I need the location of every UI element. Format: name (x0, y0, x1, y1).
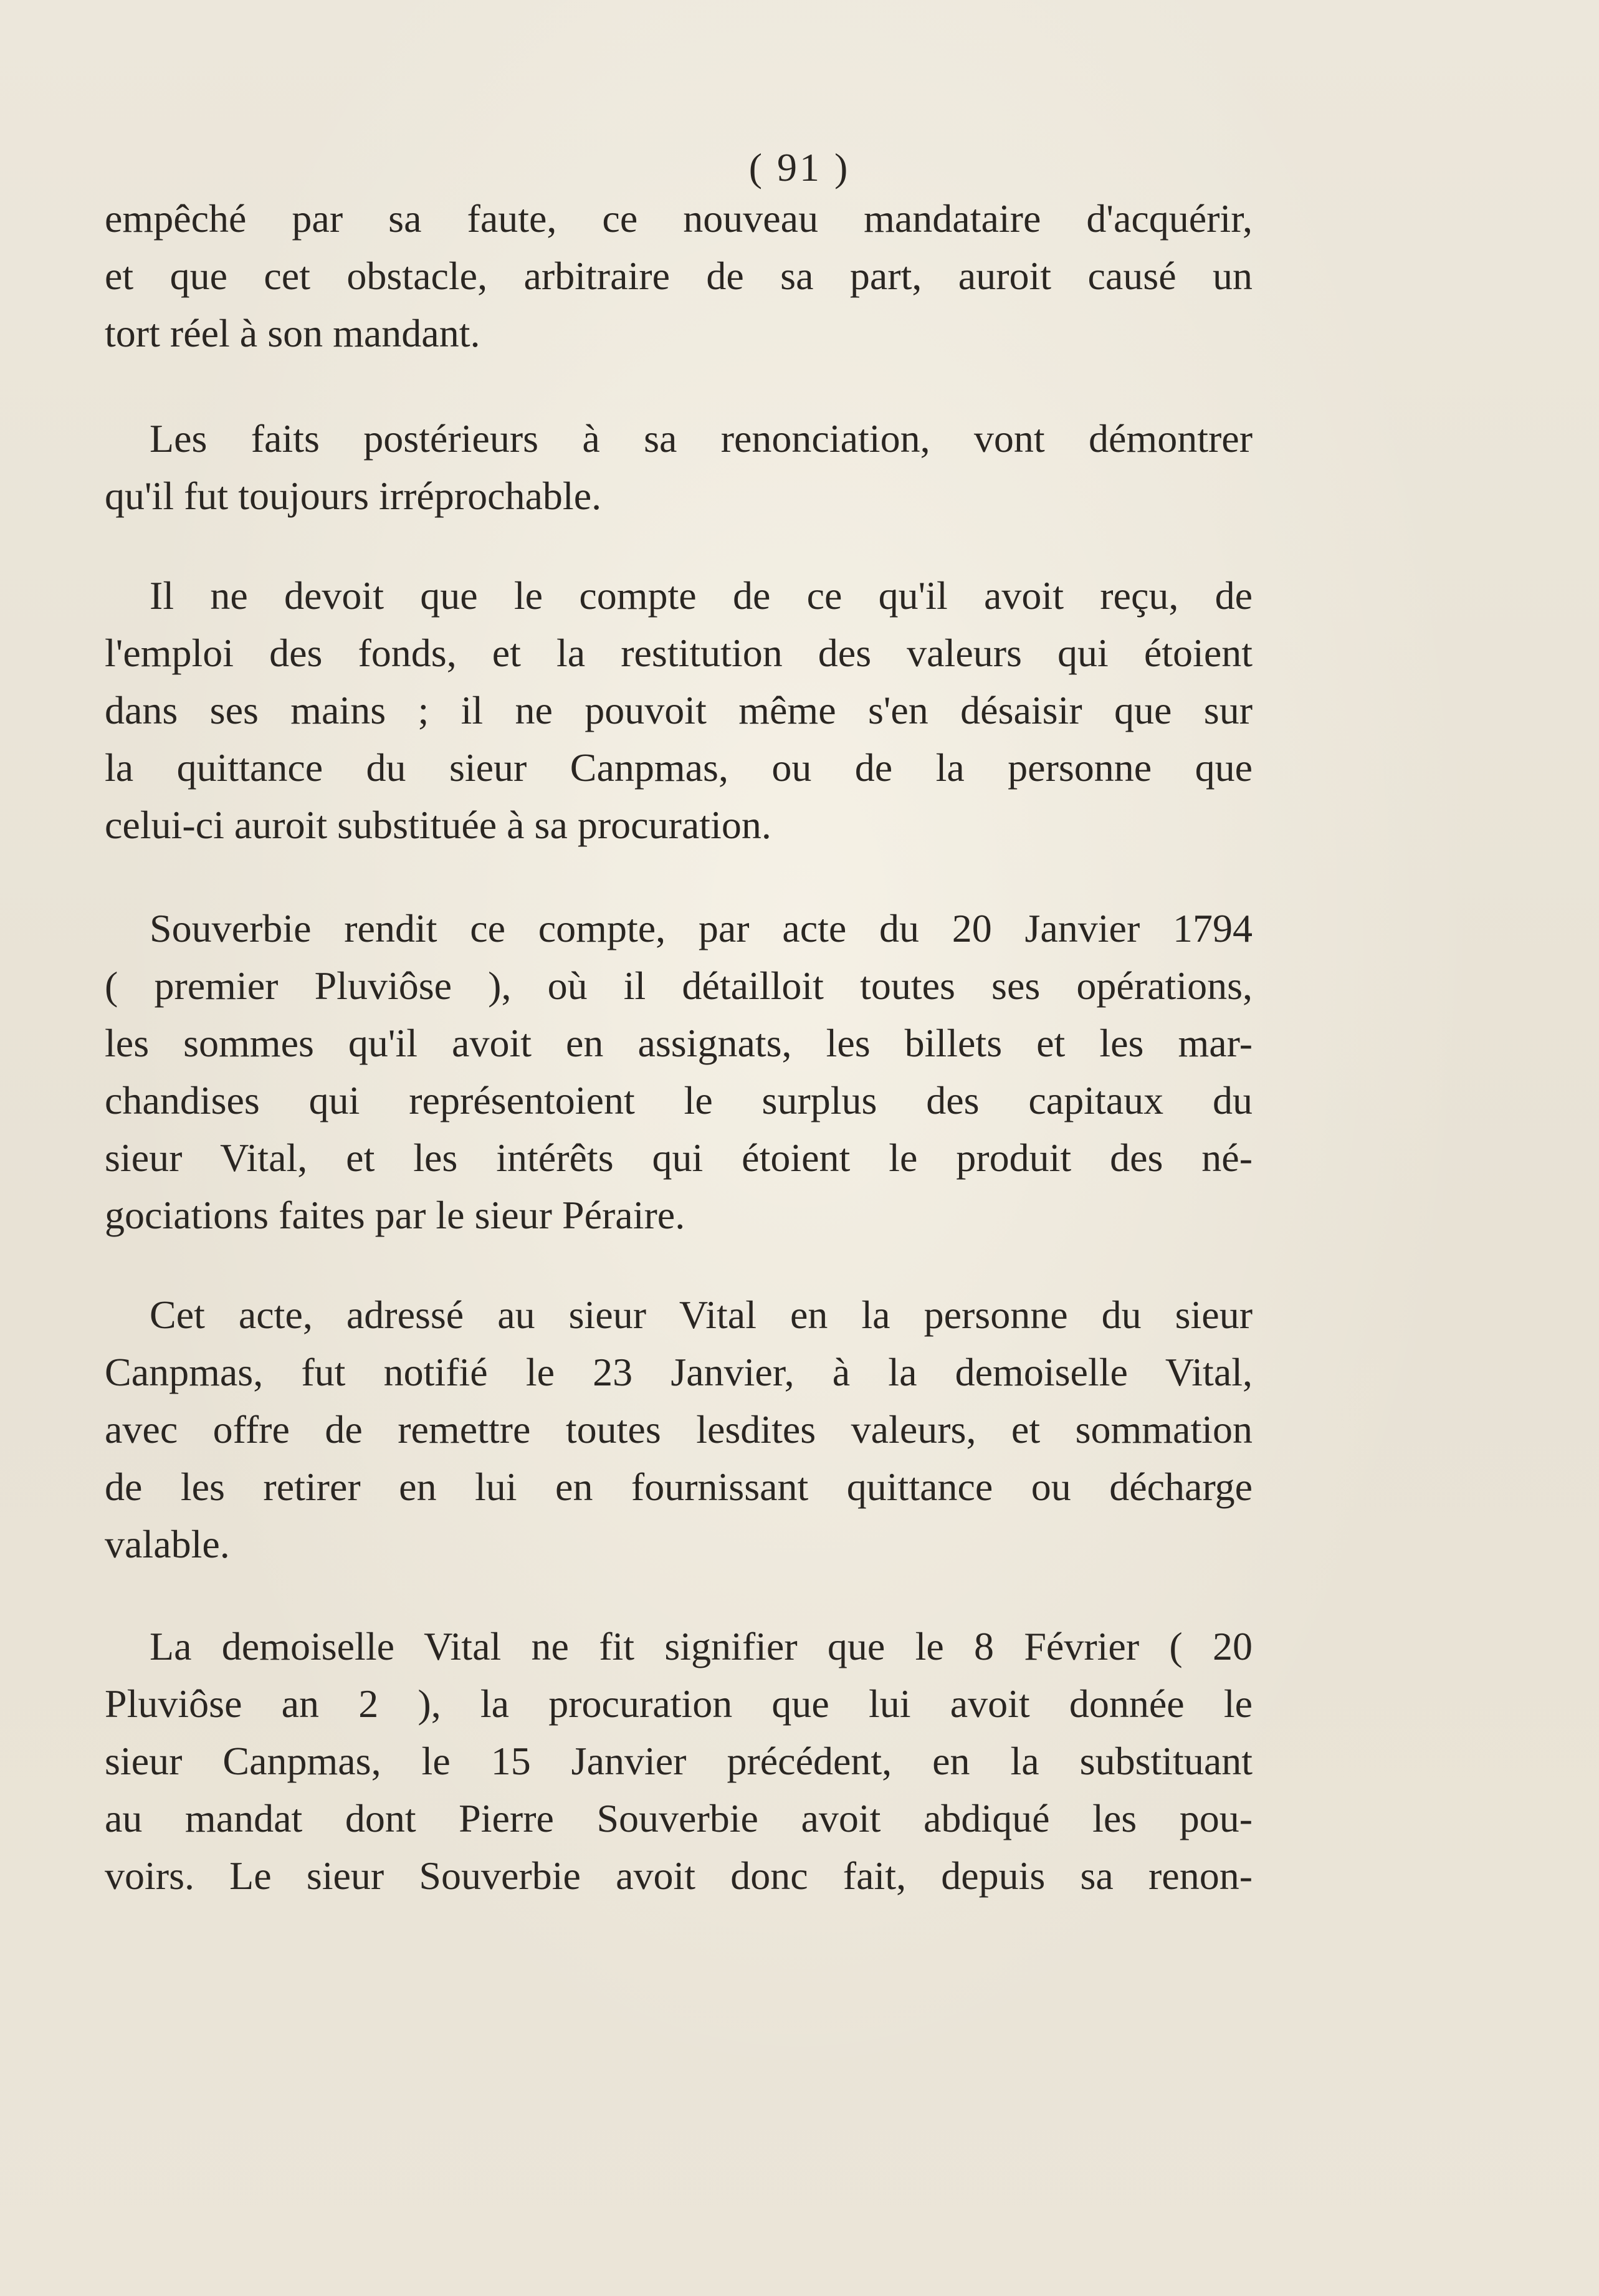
text-line: Cet acte, adressé au sieur Vital en la personne du sieur (150, 1293, 1253, 1337)
text-line: tort réel à son mandant. (105, 311, 480, 355)
page-number: ( 91 ) (748, 145, 851, 189)
text-line: les sommes qu'il avoit en assignats, les billets et les mar- (105, 1021, 1253, 1065)
text-line: sieur Vital, et les intérêts qui étoient le produit des né- (105, 1136, 1253, 1180)
text-line: l'emploi des fonds, et la restitution des valeurs qui étoient (105, 631, 1253, 675)
paragraph-1 (105, 190, 1253, 362)
text-line: qu'il fut toujours irréprochable. (105, 474, 602, 518)
text-line: ( premier Pluviôse ), où il détailloit toutes ses opérations, (105, 964, 1253, 1008)
paragraph-5 (105, 1286, 1253, 1573)
text-line: Canpmas, fut notifié le 23 Janvier, à la demoiselle Vital, (105, 1350, 1253, 1394)
text-line: dans ses mains ; il ne pouvoit même s'en désaisir que sur (105, 688, 1253, 732)
paragraph-6 (105, 1618, 1253, 1905)
text-line: la quittance du sieur Canpmas, ou de la personne que (105, 745, 1253, 790)
paragraph-3 (105, 567, 1253, 854)
paragraph-4 (105, 900, 1253, 1244)
text-line: celui-ci auroit substituée à sa procuration. (105, 803, 771, 847)
text-line: de les retirer en lui en fournissant quittance ou décharge (105, 1465, 1253, 1509)
text-line: Souverbie rendit ce compte, par acte du 20 Janvier 1794 (150, 906, 1253, 950)
text-line: Les faits postérieurs à sa renonciation, vont démontrer (150, 416, 1253, 461)
text-line: La demoiselle Vital ne fit signifier que le 8 Février ( 20 (150, 1624, 1253, 1668)
text-line: Il ne devoit que le compte de ce qu'il avoit reçu, de (150, 573, 1253, 618)
text-line: chandises qui représentoient le surplus des capitaux du (105, 1078, 1253, 1122)
text-line: sieur Canpmas, le 15 Janvier précédent, en la substituant (105, 1739, 1253, 1783)
body-text (105, 190, 1253, 1905)
text-line: empêché par sa faute, ce nouveau mandataire d'acquérir, (105, 196, 1253, 241)
text-line: gociations faites par le sieur Péraire. (105, 1193, 685, 1237)
text-line: et que cet obstacle, arbitraire de sa part, auroit causé un (105, 254, 1253, 298)
text-line: au mandat dont Pierre Souverbie avoit abdiqué les pou- (105, 1796, 1253, 1840)
text-line: Pluviôse an 2 ), la procuration que lui avoit donnée le (105, 1681, 1253, 1726)
text-line: voirs. Le sieur Souverbie avoit donc fait, depuis sa renon- (105, 1854, 1253, 1898)
paragraph-2 (105, 410, 1253, 525)
text-line: avec offre de remettre toutes lesdites valeurs, et sommation (105, 1407, 1253, 1452)
text-line: valable. (105, 1522, 230, 1566)
